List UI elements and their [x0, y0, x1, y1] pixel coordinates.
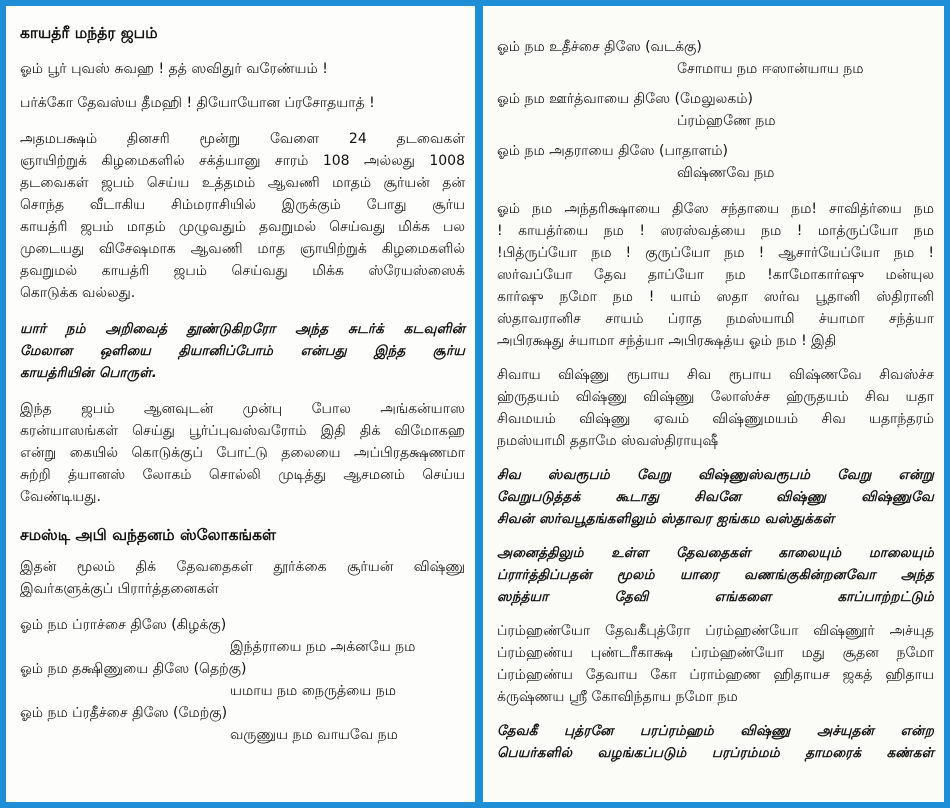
paragraph-3 — [497, 620, 934, 708]
text-line: ஓம் நம அந்தரிக்ஷாயை திஸே சந்தாயை நம! சாவித்ர்யை நம — [497, 201, 934, 217]
text-line: மேலான ஒளியை தியானிப்போம் என்பது இந்த சூர்ய — [20, 343, 465, 359]
direction-list — [497, 36, 934, 184]
text-line: க்ருஷ்ணய ஸ்ரீ கோவிந்தாய நமோ நம — [497, 689, 738, 705]
text-line: தவறுமல் காயத்ரி ஜபம் செய்வது மிக்க ஸ்ரேயஸ்ஸைக் — [20, 263, 465, 279]
text-line: அதமபக்ஷம் தினசரி மூன்று வேளை 24 தடவைகள் — [20, 131, 465, 147]
text-line: சுற்றி த்யானஸ் லோகம் சொல்லி முடித்து ஆசமனம் செய்ய — [20, 467, 465, 483]
text-line: அனைத்திலும் உள்ள தேவதைகள் காலையும் மாலையும் — [497, 545, 934, 561]
left-page — [6, 6, 475, 802]
text-line: ப்ரார்த்திப்பதன் மூலம் யாரை வணங்குகின்றனவோ அந்த — [497, 567, 934, 583]
text-line: வேண்டியது. — [20, 489, 101, 505]
direction-list — [20, 614, 465, 746]
paragraph-1 — [20, 128, 465, 304]
direction-response: சோமாய நம ஈஸான்யாய நம — [677, 61, 864, 77]
text-line: இவர்களுக்குப் பிரார்த்தனைகள் — [20, 581, 219, 597]
mantra-line-2: பர்க்கோ தேவஸ்ய தீமஹி ! தியோயோன ப்ரசோதயாத் ! — [20, 95, 375, 111]
direction-response: இந்த்ராயை நம அக்னயே நம — [230, 639, 416, 655]
text-line: சிவாய விஷ்ணு ரூபாய சிவ ரூபாய விஷ்ணவே சிவஸ்ச்ச — [497, 367, 934, 383]
italic-meaning-2 — [497, 542, 934, 608]
text-line: ப்ரம்ஹண்ய புண்டரீகாக்ஷ ப்ரம்ஹண்யோ மது சூதன நமோ — [497, 645, 934, 661]
direction-line: ஓம் நம உதீச்சை திஸே (வடக்கு) — [497, 39, 702, 55]
direction-response: விஷ்ணவே நம — [677, 165, 775, 181]
mantra-line-1: ஓம் பூர் புவஸ் சுவஹ ! தத் ஸவிதுர் வரேண்யம் ! — [20, 61, 328, 77]
direction-line: ஓம் நம ஊர்த்வாயை திஸே (மேலுலகம்) — [497, 91, 753, 107]
page-title: காயத்ரீ மந்த்ர ஜபம் — [20, 24, 158, 42]
direction-line: ஓம் நம ப்ராச்சை திஸே (கிழக்கு) — [20, 617, 227, 633]
italic-meaning-3 — [497, 720, 934, 764]
direction-line: ஓம் நம தக்ஷிணுயை திஸே (தெற்கு) — [20, 661, 247, 677]
paragraph-1 — [497, 198, 934, 352]
text-line: சிவ ஸ்வரூபம் வேறு விஷ்ணுஸ்வரூபம் வேறு என்று — [497, 467, 934, 483]
text-line: ஹ்ருதயம் விஷ்ணு விஷ்ணு லோஸ்ச்ச ஹ்ருதயம் சிவ யதா — [497, 389, 934, 405]
text-line: இந்த ஜபம் ஆனவுடன் முன்பு போல அங்கன்யாஸ — [20, 401, 465, 417]
text-line: ஸந்த்யா தேவி எங்களை காப்பாற்றட்டும் — [497, 589, 934, 605]
direction-line: ஓம் நம ப்ரதீச்சை திஸே (மேற்கு) — [20, 705, 228, 721]
text-line: தடவைகள் ஜபம் செய்ய உத்தமம் ஆவணி மாதம் சூர்யன் தன் — [20, 175, 465, 191]
direction-line: ஓம் நம அதராயை திஸே (பாதாளம்) — [497, 143, 728, 159]
text-line: வேறுபடுத்தக் கூடாது சிவனே விஷ்ணு விஷ்ணுவே — [497, 489, 934, 505]
text-line: காயத்ரியின் பொருள். — [20, 365, 158, 381]
text-line: !பித்ருப்யோ நம ! குருப்யோ நம ! ஆசார்யேப்யோ நம ! — [497, 245, 934, 261]
text-line: கரன்யாஸங்கள் செய்து பூர்ப்புவஸ்வரோம் இதி திக் விமோகஹ — [20, 423, 465, 439]
text-line: காயத்ரி ஜபம் மாதம் முழுவதும் தவறுமல் செய்வது மிக்க பல — [20, 219, 465, 235]
text-line: முடையது விசேஷமாக ஆவணி மாத ஞாயிற்றுக் கிழமைகளில் — [20, 241, 465, 257]
text-line: கார்ஷு நமோ நம ! யாம் ஸதா ஸர்வ பூதானி ஸ்திரானி — [497, 289, 934, 305]
text-line: ஸ்தாவரானிச சாயம் ப்ராத நமஸ்யாமி ச்யாமா சந்த்யா — [497, 311, 934, 327]
text-line: ப்ரம்ஹண்ய தேவாய கோ ப்ராம்ஹண ஹிதாயச ஜகத் ஹிதாய — [497, 667, 934, 683]
text-line: அபிரக்ஷது ச்யாமா சந்த்யா அபிரக்ஷத்ய ஓம் நம ! இதி — [497, 333, 837, 349]
text-line: யார் நம் அறிவைத் தூண்டுகிறரோ அந்த சுடர்க் கடவுளின் — [20, 321, 465, 337]
text-line: ! காயத்ர்யை நம ! ஸரஸ்வத்யை நம ! மாத்ருப்யோ நம — [497, 223, 934, 239]
text-line: ப்ரம்ஹண்யோ தேவகீபுத்ரோ ப்ரம்ஹண்யோ விஷ்ணூர் அச்யுத — [497, 623, 934, 639]
italic-meaning-1 — [497, 464, 934, 530]
right-page — [483, 6, 944, 802]
direction-response: யமாய நம நைருத்யை நம — [230, 683, 397, 699]
text-line: பெயர்களில் வழங்கப்படும் பரப்ரம்மம் தாமரைக் கண்கள் — [497, 745, 934, 761]
text-line: கொடுக்க வல்லது. — [20, 285, 136, 301]
italic-meaning — [20, 318, 465, 384]
text-line: சொந்த வீடாகிய சிம்மராசியில் இருக்கும் போது சூர்ய — [20, 197, 465, 213]
text-line: தேவகீ புத்ரனே பரப்ரம்ஹம் விஷ்ணு அச்யுதன் என்ற — [497, 723, 934, 739]
paragraph-2 — [497, 364, 934, 452]
text-line: சிவமயம் விஷ்ணு ஏவம் விஷ்ணுமயம் சிவ யதாந்தரம் — [497, 411, 934, 427]
text-line: ஞாயிற்றுக் கிழமைகளில் சக்த்யானு சாரம் 108 அல்லது 1008 — [20, 153, 465, 169]
text-line: சிவன் ஸர்வபூதங்களிலும் ஸ்தாவர ஐங்கம வஸ்துக்கள் — [497, 511, 835, 527]
section-title: சமஸ்டி அபி வந்தனம் ஸ்லோகங்கள் — [20, 526, 276, 544]
text-line: ஸர்வப்யோ தேவ தாப்யோ நம !காமோகார்ஷு மன்யுல — [497, 267, 934, 283]
direction-response: வருணுய நம வாயவே நம — [230, 727, 398, 743]
text-line: இதன் மூலம் திக் தேவதைகள் தூர்க்கை சூர்யன் விஷ்ணு — [20, 559, 465, 575]
direction-response: ப்ரம்ஹணே நம — [677, 113, 776, 129]
text-line: என்று கையில் கொடுக்குப் போட்டு தலையை அப்பிரதக்ஷணமா — [20, 445, 465, 461]
paragraph-3 — [20, 556, 465, 600]
paragraph-2 — [20, 398, 465, 508]
text-line: நமஸ்யாமி ததாமே ஸ்வஸ்திராயுஷீ — [497, 433, 719, 449]
